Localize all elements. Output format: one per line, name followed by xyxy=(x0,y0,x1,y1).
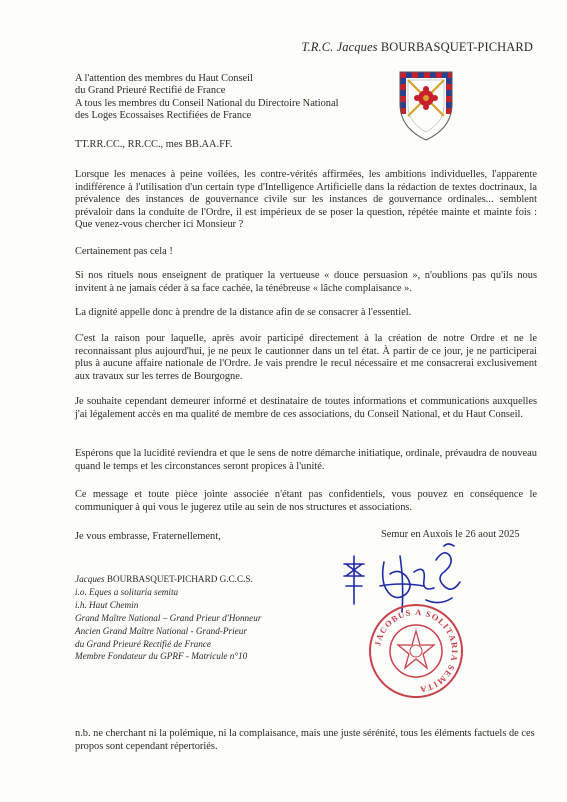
seal-text: JACOBUS A SOLITARIA SEMITA xyxy=(372,606,461,695)
paragraph-text: Espérons que la lucidité reviendra et que le sens de notre démarche initiatique, ordinale, prévaudra de nouveau quand le temps et les circonstances seront propices à l'unité. xyxy=(75,448,537,472)
addressee-block xyxy=(75,73,405,122)
paragraph-text: Lorsque les menaces à peine voilées, les contre-vérités affirmées, les ambitions individuelles, l'apparente indifférence à l'utilisation d'un certain type d'Intelligence Artificielle dans la rédaction de textes doctrinaux, la prévalence des instances de gouvernance civile sur les instances de gouvernance ordinales... semblent prévaloir dans la conduite de l'Ordre, il est impérieux de se poser la question, répétée mainte et mainte fois : Que venez-vous chercher ici Monsieur ? xyxy=(75,169,537,231)
paragraph xyxy=(75,448,537,473)
official-seal-icon xyxy=(368,603,464,699)
addressee-line: A tous les membres du Conseil National du Directoire National xyxy=(75,97,339,109)
signatory-title: du Grand Prieuré Rectifié de France xyxy=(75,638,211,649)
sender-name xyxy=(301,40,533,55)
footnote: n.b. ne cherchant ni la polémique, ni la complaisance, mais une juste sérénité, tous les éléments factuels de ces propos sont cependant répertoriés. xyxy=(75,728,535,752)
paragraph xyxy=(75,333,537,383)
signatory-surname: BOURBASQUET-PICHARD G.C.C.S. xyxy=(106,574,253,584)
paragraph xyxy=(75,169,537,232)
paragraph-text: Je souhaite cependant demeurer informé et destinataire de toutes informations et communications auxquelles j'ai légalement accès en ma qualité de membre de ces associations, du Conseil National, et du Haut Conseil. xyxy=(75,396,537,420)
paragraph xyxy=(75,246,537,259)
signatory-first-name: Jacques xyxy=(75,574,107,584)
signatory-title: Membre Fondateur du GPRF - Matricule n°10 xyxy=(75,651,248,662)
salutation: TT.RR.CC., RR.CC., mes BB.AA.FF. xyxy=(75,139,233,150)
sender-surname: BOURBASQUET-PICHARD xyxy=(380,40,533,54)
addressee-line: A l'attention des membres du Haut Conseil xyxy=(75,73,253,84)
paragraph-text: Si nos rituels nous enseignent de pratiquer la vertueuse « douce persuasion », n'oublions pas qu'ils nous invitent à ne jamais céder à sa face cachée, la ténébreuse « lâche complaisance ». xyxy=(75,270,537,294)
svg-text:JACOBUS A SOLITARIA SEMITA xyxy=(372,607,460,695)
signatory-name xyxy=(75,573,355,586)
heraldic-crest-icon xyxy=(398,70,454,142)
paragraph-text: Ce message et toute pièce jointe associée n'étant pas confidentiels, vous pouvez en conséquence le communiquer à qui vous le jugerez utile au sein de nos structures et associations. xyxy=(75,489,537,513)
paragraph xyxy=(75,270,537,295)
signatory-title: Grand Maître National – Grand Prieur d'Honneur xyxy=(75,612,262,623)
paragraph-text: Certainement pas cela ! xyxy=(75,246,173,257)
paragraph xyxy=(75,396,537,421)
paragraph-text: La dignité appelle donc à prendre de la distance afin de se consacrer à l'essentiel. xyxy=(75,307,412,318)
paragraph xyxy=(75,489,537,514)
closing-formula: Je vous embrasse, Fraternellement, xyxy=(75,531,221,542)
addressee-line: des Loges Ecossaises Rectifiées de France xyxy=(75,109,252,121)
signatory-title: i.o. Eques a solitaria semita xyxy=(75,586,179,597)
signatory-title: Ancien Grand Maître National - Grand-Prieur xyxy=(75,625,247,636)
addressee-line: du Grand Prieuré Rectifié de France xyxy=(75,85,226,97)
paragraph-text: C'est la raison pour laquelle, après avoir participé directement à la création de notre Ordre et ne le reconnaissant plus aujourd'hui, je ne peux le cautionner dans un tel état. À partir de ce jour, je ne participerai plus à aucune affaire nationale de l'Ordre. Je vais prendre le recul nécessaire et me consacrerai exclusivement aux travaux sur les terres de Bourgogne. xyxy=(75,333,537,382)
paragraph xyxy=(75,307,537,320)
signatory-title: i.h. Haut Chemin xyxy=(75,599,139,610)
sender-prefix: T.R.C. Jacques xyxy=(301,40,381,54)
signature-block xyxy=(75,573,355,663)
place-and-date: Semur en Auxois le 26 aout 2025 xyxy=(381,529,520,540)
